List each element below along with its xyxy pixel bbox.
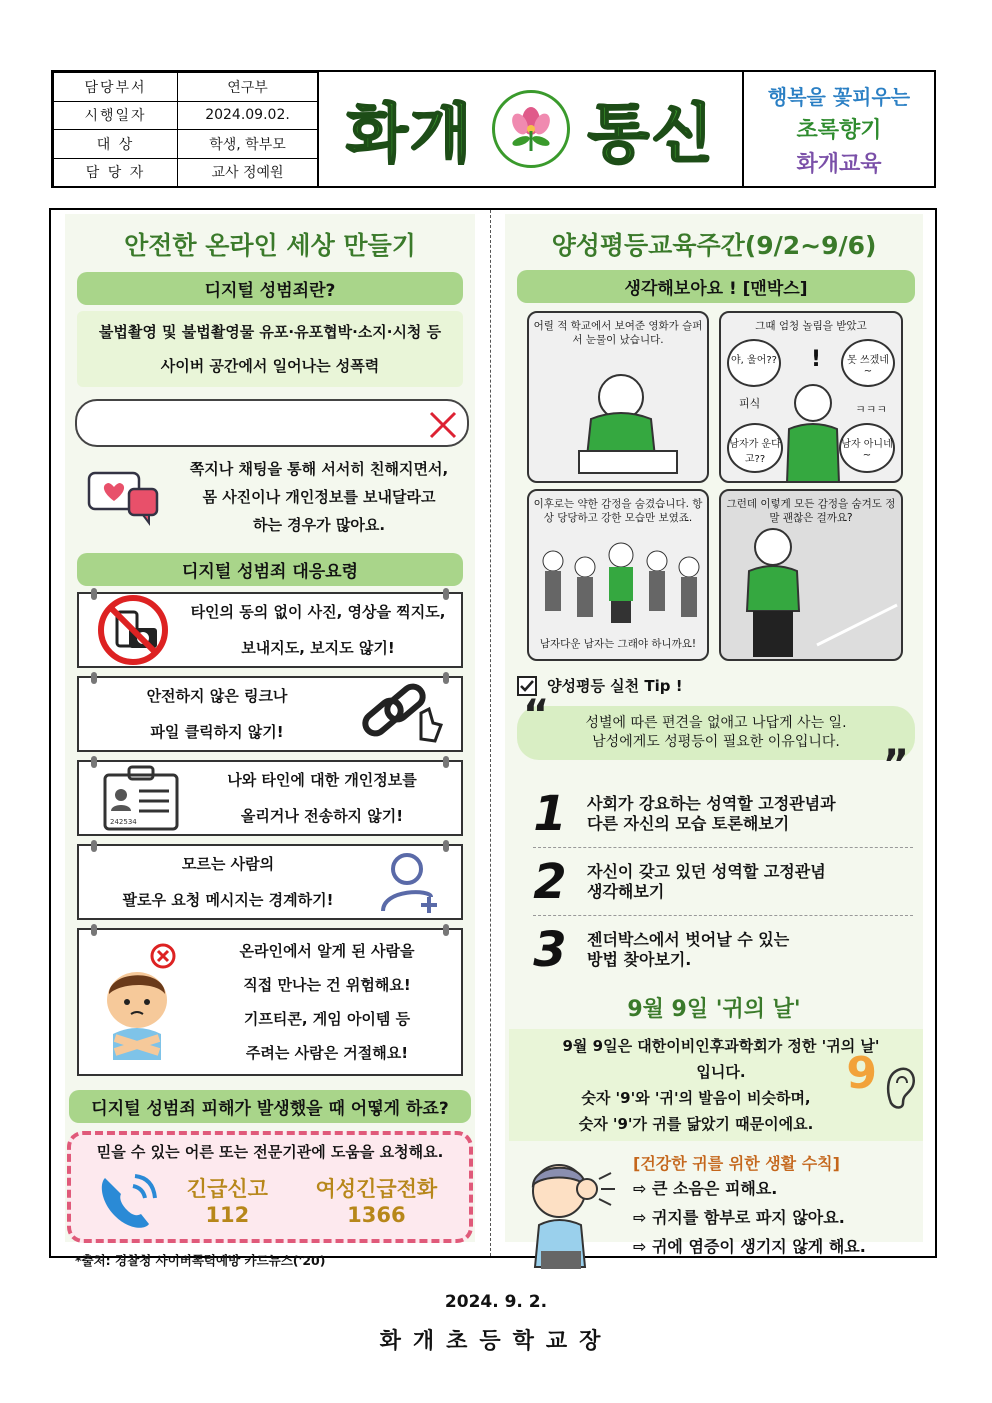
step-number: 1 (533, 785, 567, 842)
content-frame (49, 208, 937, 1268)
speech-bubble: 남자가 운다고?? (727, 423, 783, 473)
close-icon (427, 409, 459, 441)
step-line-2: 생각해보기 (587, 881, 665, 901)
ear-line-3: 숫자 '9'가 귀를 닮았기 때문이에요. (578, 1115, 814, 1133)
step-item (533, 780, 913, 848)
meta-key: 담당부서 (54, 73, 178, 102)
rule-item: ⇨ 큰 소음은 피해요. (633, 1179, 778, 1198)
step-item (533, 916, 913, 984)
tip-line-2: 올리거나 전송하지 않기! (240, 807, 404, 825)
sfx-smirk: 피식 (739, 397, 761, 410)
hotline-emergency-number: 112 (205, 1203, 250, 1227)
slogan (744, 72, 934, 186)
left-title: 안전한 온라인 세상 만들기 (124, 231, 416, 260)
step-line-2: 다른 자신의 모습 토론해보기 (587, 813, 790, 833)
right-title: 양성평등교육주간(9/2~9/6) (551, 231, 877, 260)
tip-text (175, 594, 461, 666)
comic-panel-1 (527, 311, 709, 483)
quote-area (517, 692, 915, 788)
speech-bubble: 못 쓰겠네~ (841, 339, 895, 387)
chat-warning (65, 455, 475, 539)
step-line-2: 방법 찾아보기. (587, 950, 692, 969)
sfx-exclaim: ! (811, 347, 822, 372)
teased-boy-icon (783, 379, 843, 483)
tip-text (183, 762, 461, 834)
tip-card-follow-request (77, 844, 463, 920)
masthead-title-right: 통신 (587, 98, 716, 172)
crowd-boys-icon (529, 525, 709, 633)
add-user-icon (377, 847, 447, 917)
manbox-comic (505, 309, 923, 665)
definition-line-2: 사이버 공간에서 일어나는 성폭력 (160, 357, 380, 375)
slogan-line-1: 행복을 꽃피우는 (767, 84, 911, 109)
no-camera-icon (95, 594, 175, 666)
step-list (533, 780, 913, 984)
id-number: 242534 (110, 818, 137, 826)
section-label-definition: 디지털 성범죄란? (77, 272, 463, 305)
help-text: 믿을 수 있는 어른 또는 전문기관에 도움을 요청해요. (96, 1143, 444, 1161)
tip-line-2: 파일 클릭하지 않기! (150, 723, 284, 741)
step-line-1: 사회가 강요하는 성역할 고정관념과 (587, 793, 836, 813)
meta-key: 대 상 (54, 130, 178, 159)
rule-item: ⇨ 귀지를 함부로 파지 않아요. (633, 1208, 845, 1227)
meta-table (53, 72, 319, 187)
tip-line-2: 팔로우 요청 메시지는 경계하기! (122, 891, 334, 909)
refusing-child-icon (93, 942, 193, 1062)
source-note: *출처: 경찰청 사이버폭력예방 카드뉴스('20) (75, 1253, 326, 1268)
right-column (505, 214, 923, 1256)
masthead-title-left: 화개 (345, 98, 474, 172)
quote-line-2: 남성에게도 성평등이 필요한 이유입니다. (592, 734, 840, 750)
slogan-line-2: 초록향기 (796, 117, 882, 143)
newsletter-header (51, 70, 936, 188)
ear-line-2: 숫자 '9'와 '귀'의 발음이 비슷하며, (581, 1089, 811, 1107)
ear-day-body (509, 1029, 923, 1141)
hotline-emergency-label: 긴급신고 (186, 1177, 268, 1201)
tip-text (79, 846, 377, 918)
tip-line-1: 타인의 동의 없이 사진, 영상을 찍지도, (190, 603, 446, 621)
hotline-emergency (187, 1173, 268, 1227)
masthead (319, 72, 744, 186)
comic-panel-4 (719, 489, 903, 661)
section-label-victim: 디지털 성범죄 피해가 발생했을 때 어떻게 하죠? (69, 1090, 471, 1123)
chat-line-3: 하는 경우가 많아요. (252, 516, 386, 534)
help-box (67, 1131, 473, 1243)
step-line-1: 자신이 갖고 있던 성역할 고정관념 (587, 861, 826, 881)
hotline-women (316, 1173, 438, 1227)
tip-line-1: 온라인에서 알게 된 사람을 (239, 942, 415, 960)
ear-rules-area (505, 1151, 923, 1271)
tip-card-stranger (77, 928, 463, 1076)
tip-line-2: 보내지도, 보지도 않기! (241, 639, 395, 657)
panel-caption: 어릴 적 학교에서 보여준 영화가 슬퍼서 눈물이 났습니다. (533, 320, 703, 346)
ear-icon (883, 1063, 917, 1111)
nine-glyph: 9 (846, 1048, 877, 1099)
issue-date: 2024. 9. 2. (444, 1292, 548, 1312)
tip-line-1: 나와 타인에 대한 개인정보를 (227, 771, 417, 789)
hotline-women-label: 여성긴급전화 (315, 1177, 438, 1201)
step-line-1: 젠더박스에서 벗어날 수 있는 (587, 930, 790, 949)
covering-ears-icon (511, 1151, 625, 1271)
chat-line-1: 쪽지나 채팅을 통해 서서히 친해지면서, (189, 460, 449, 478)
quote-box (517, 706, 915, 760)
empty-message-bubble (75, 399, 469, 447)
step-item (533, 848, 913, 916)
rule-item: ⇨ 귀에 염증이 생기지 않게 해요. (633, 1237, 866, 1256)
sfx-laugh: ㅋㅋㅋ (855, 403, 887, 416)
tip-title: 양성평등 실천 Tip ! (547, 677, 683, 695)
meta-value: 2024.09.02. (178, 101, 319, 130)
principal-signature: 화개초등학교장 (379, 1329, 613, 1354)
comic-panel-3 (527, 489, 709, 661)
rules-title: [건강한 귀를 위한 생활 수칙] (633, 1154, 840, 1173)
tip-header (517, 675, 923, 696)
tip-line-2: 직접 만나는 건 위험해요! (243, 976, 411, 994)
panel-caption: 그런데 이렇게 모든 감정을 숨겨도 정말 괜찮은 걸까요? (726, 498, 896, 524)
tip-line-3: 기프티콘, 게임 아이템 등 (243, 1010, 411, 1028)
left-column (65, 214, 475, 1268)
lonely-boy-icon (721, 525, 903, 661)
meta-key: 시행일자 (54, 101, 178, 130)
section-label-response: 디지털 성범죄 대응요령 (77, 553, 463, 586)
panel-caption: 그때 엄청 놀림을 받았고 (755, 320, 867, 332)
tip-line-1: 모르는 사람의 (181, 855, 275, 873)
close-quote-icon: ” (882, 742, 909, 788)
chat-warning-text (163, 455, 475, 539)
chat-line-2: 몸 사진이나 개인정보를 보내달라고 (202, 488, 436, 506)
tip-card-personal-info (77, 760, 463, 836)
definition-line-1: 불법촬영 및 불법촬영물 유포·유포협박·소지·시청 등 (98, 323, 442, 341)
meta-value: 연구부 (178, 73, 319, 102)
tip-card-no-link (77, 676, 463, 752)
chat-heart-icon (83, 465, 163, 529)
tip-text (193, 934, 461, 1070)
school-flower-logo-icon (492, 90, 570, 168)
tip-text (79, 678, 355, 750)
quote-line-1: 성별에 따른 편견을 없애고 나답게 사는 일. (585, 715, 847, 731)
slogan-line-3: 화개교육 (796, 151, 882, 177)
crying-boy-icon (529, 347, 709, 483)
meta-value: 학생, 학부모 (178, 130, 319, 159)
speech-bubble: 남자 아니네~ (839, 423, 895, 473)
meta-key: 담 당 자 (54, 158, 178, 187)
panel-bottom-caption: 남자다운 남자는 그래야 하니까요! (539, 638, 697, 650)
tip-card-no-photo (77, 592, 463, 668)
panel-caption: 이후로는 약한 감정을 숨겼습니다. 항상 당당하고 강한 모습만 보였죠. (533, 498, 703, 524)
column-divider (490, 210, 491, 1256)
comic-panel-2 (719, 311, 903, 483)
hotline-women-number: 1366 (347, 1203, 406, 1227)
tip-line-4: 주려는 사람은 거절해요! (245, 1044, 409, 1062)
ear-line-1: 9월 9일은 대한이비인후과학회가 정한 '귀의 날' 입니다. (562, 1037, 880, 1081)
link-click-icon (355, 679, 451, 749)
phone-icon (93, 1168, 163, 1232)
step-number: 2 (533, 853, 567, 910)
ear-day-title: 9월 9일 '귀의 날' (627, 997, 801, 1022)
ear-rules (633, 1151, 866, 1271)
meta-value: 교사 정예원 (178, 158, 319, 187)
id-card-icon (99, 763, 183, 833)
tip-line-1: 안전하지 않은 링크나 (146, 687, 288, 705)
step-number: 3 (533, 922, 567, 978)
definition-box (77, 311, 463, 387)
open-quote-icon: “ (523, 692, 550, 738)
section-label-manbox: 생각해보아요 ! [맨박스] (517, 270, 915, 303)
speech-bubble: 야, 울어?? (727, 339, 781, 387)
